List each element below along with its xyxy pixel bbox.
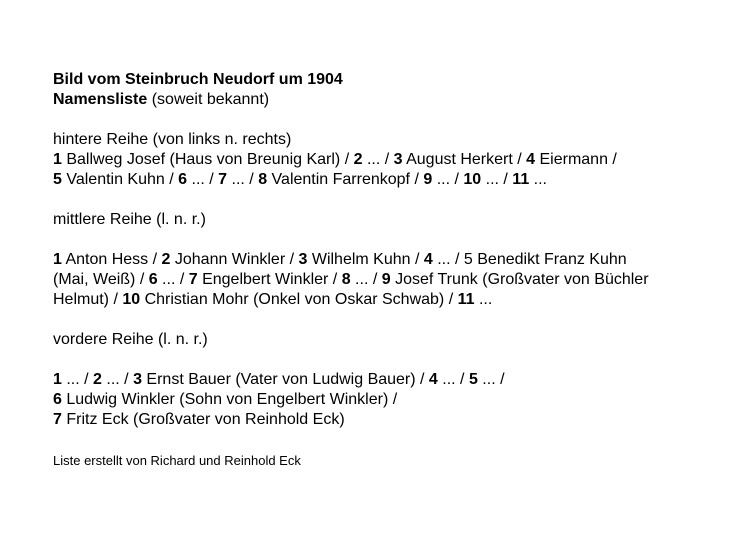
person-name: Johann Winkler / bbox=[170, 251, 299, 268]
person-number: 7 bbox=[188, 271, 198, 288]
person-number: 8 bbox=[341, 271, 351, 288]
person-name: ... / bbox=[61, 371, 94, 388]
name-list-sections bbox=[53, 130, 733, 430]
spacer bbox=[53, 350, 733, 370]
person-number: 4 bbox=[428, 371, 438, 388]
person-name: ... / bbox=[227, 171, 259, 188]
person-name: Helmut) / bbox=[53, 291, 123, 308]
person-name: Ludwig Winkler (Sohn von Engelbert Winkler) / bbox=[61, 391, 398, 408]
person-number: 3 bbox=[298, 251, 308, 268]
person-name: Valentin Farrenkopf / bbox=[267, 171, 424, 188]
person-number: 6 bbox=[178, 171, 188, 188]
person-number: 9 bbox=[381, 271, 391, 288]
person-name: ... / bbox=[157, 271, 189, 288]
person-number: 1 bbox=[53, 251, 62, 268]
row-section bbox=[53, 330, 733, 430]
row-heading: hintere Reihe (von links n. rechts) bbox=[53, 131, 292, 148]
person-number: 1 bbox=[53, 151, 62, 168]
person-number: 7 bbox=[53, 411, 62, 428]
names-line bbox=[53, 170, 733, 190]
row-heading: vordere Reihe (l. n. r.) bbox=[53, 331, 208, 348]
person-name: ... / bbox=[481, 171, 513, 188]
person-name: Valentin Kuhn / bbox=[61, 171, 179, 188]
person-number: 6 bbox=[53, 391, 62, 408]
person-name: August Herkert / bbox=[402, 151, 527, 168]
names-paragraph bbox=[53, 250, 733, 310]
person-number: 2 bbox=[161, 251, 171, 268]
person-name: Anton Hess / bbox=[61, 251, 162, 268]
person-number: 11 bbox=[512, 171, 530, 188]
person-name: ... / bbox=[432, 171, 464, 188]
spacer bbox=[53, 230, 733, 250]
person-number: 4 bbox=[423, 251, 433, 268]
row-section bbox=[53, 130, 733, 190]
person-name: Ernst Bauer (Vater von Ludwig Bauer) / bbox=[141, 371, 429, 388]
names-line bbox=[53, 410, 733, 430]
person-number: 4 bbox=[526, 151, 536, 168]
document-body bbox=[53, 70, 733, 483]
person-number: 10 bbox=[463, 171, 482, 188]
person-number: 2 bbox=[93, 371, 102, 388]
row-section bbox=[53, 210, 733, 310]
person-name: ... / 5 Benedikt Franz Kuhn bbox=[432, 251, 627, 268]
person-name: Josef Trunk (Großvater von Büchler bbox=[390, 271, 649, 288]
names-paragraph bbox=[53, 150, 733, 190]
person-number: 5 bbox=[468, 371, 478, 388]
credit-line: Liste erstellt von Richard und Reinhold Eck bbox=[53, 453, 301, 468]
person-name: ... / bbox=[101, 371, 134, 388]
names-line bbox=[53, 250, 733, 270]
person-name: Eiermann / bbox=[535, 151, 617, 168]
person-number: 9 bbox=[423, 171, 433, 188]
person-name: Engelbert Winkler / bbox=[197, 271, 342, 288]
person-number: 3 bbox=[133, 371, 142, 388]
person-name: Ballweg Josef (Haus von Breunig Karl) / bbox=[61, 151, 354, 168]
subtitle-bold: Namensliste bbox=[53, 91, 148, 108]
names-line bbox=[53, 390, 733, 410]
names-line bbox=[53, 370, 733, 390]
names-line bbox=[53, 290, 733, 310]
person-name: (Mai, Weiß) / bbox=[53, 271, 149, 288]
person-number: 7 bbox=[218, 171, 228, 188]
person-number: 2 bbox=[353, 151, 363, 168]
person-number: 8 bbox=[258, 171, 268, 188]
names-line bbox=[53, 270, 733, 290]
person-number: 6 bbox=[148, 271, 158, 288]
document-title: Bild vom Steinbruch Neudorf um 1904 bbox=[53, 71, 343, 88]
person-name: ... / bbox=[437, 371, 469, 388]
row-heading: mittlere Reihe (l. n. r.) bbox=[53, 211, 206, 228]
person-number: 1 bbox=[53, 371, 62, 388]
person-name: ... / bbox=[187, 171, 219, 188]
person-name: ... / bbox=[362, 151, 394, 168]
subtitle-rest: (soweit bekannt) bbox=[147, 91, 270, 108]
person-name: ... bbox=[474, 291, 493, 308]
person-name: ... bbox=[529, 171, 547, 188]
document-subtitle bbox=[53, 90, 733, 110]
person-number: 10 bbox=[122, 291, 141, 308]
person-number: 3 bbox=[393, 151, 403, 168]
person-name: Christian Mohr (Onkel von Oskar Schwab) / bbox=[140, 291, 458, 308]
names-line bbox=[53, 150, 733, 170]
person-number: 11 bbox=[457, 291, 475, 308]
person-name: ... / bbox=[350, 271, 382, 288]
person-name: ... / bbox=[477, 371, 505, 388]
person-name: Wilhelm Kuhn / bbox=[307, 251, 424, 268]
person-number: 5 bbox=[53, 171, 62, 188]
person-name: Fritz Eck (Großvater von Reinhold Eck) bbox=[61, 411, 345, 428]
names-paragraph bbox=[53, 370, 733, 430]
